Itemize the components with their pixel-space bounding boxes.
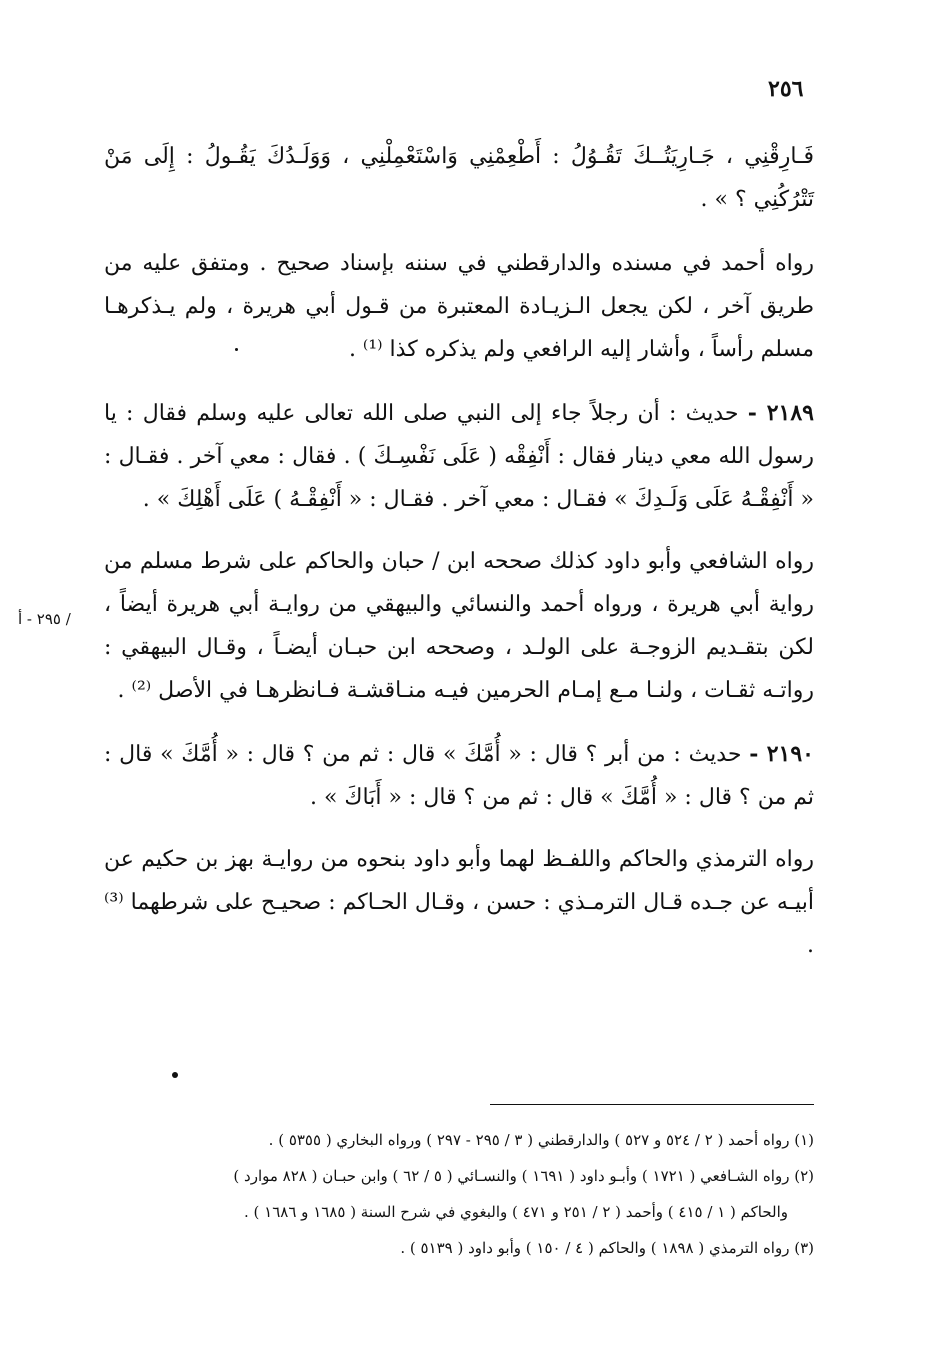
print-speck (172, 1072, 178, 1078)
paragraph-commentary-2: رواه الشافعي وأبو داود كذلك صححه ابن / حبان والحاكم على شرط مسلم من رواية أبي هريرة ، ورواه أحمد والنسائي والبيهقي من روايـة أبي هريرة أيضاً ، لكن بتقـديم الزوجـة على الولـد ، وصححه ابن حبـان أيضـاً ، وقـال البيهقي : رواتـه ثقـات ، ولنـا مـع إمـام الحرمين فيـه منـاقشـة فـانظرهـا في الأصل ⁽²⁾ . (104, 549, 814, 703)
hadith-number: ٢١٨٩ - (747, 400, 814, 426)
footnote-1: (١) رواه أحمد ( ٢ / ٥٢٤ و ٥٢٧ ) والدارقطني ( ٣ / ٢٩٥ - ٢٩٧ ) ورواه البخاري ( ٥٣٥٥ ) . (268, 1131, 814, 1149)
paragraph-commentary-3: رواه الترمذي والحاكم واللفـظ لهما وأبو داود بنحوه من روايـة بهز بن حكيم عن أبيـه عن جـده قـال الترمـذي : حسن ، وقـال الحـاكم : صحيـح على شرطهما ⁽³⁾ . (104, 847, 814, 958)
paragraph-hadith-2190 (104, 733, 814, 819)
footnote-2: (٢) رواه الشـافعي ( ١٧٢١ ) وأبـو داود ( ١٦٩١ ) والنسـائي ( ٥ / ٦٢ ) وابن حبـان ( ٨٢٨ موارد ) (233, 1167, 814, 1185)
footnote-2-continued: والحاكم ( ١ / ٤١٥ ) وأحمد ( ٢ / ٢٥١ و ٤٧١ ) والبغوي في شرح السنة ( ١٦٨٥ و ١٦٨٦ ) . (244, 1203, 788, 1221)
main-text (104, 135, 814, 988)
footnote-divider (490, 1104, 814, 1105)
paragraph-hadith-continuation: فَـارِقْنِي ، جَـارِيَتُــكَ تَقُـوُلُ : أَطْعِمْنِي وَاسْتَعْمِلْنِي ، وَوَلَـدُكَ يَقُـولُ : إِلَى مَنْ تَتْرُكُنِي ؟ » . (104, 144, 814, 212)
footnote-3: (٣) رواه الترمذي ( ١٨٩٨ ) والحاكم ( ٤ / ١٥٠ ) وأبو داود ( ٥١٣٩ ) . (400, 1239, 814, 1257)
page-number: ٢٥٦ (768, 76, 804, 102)
paragraph-hadith-2189 (104, 392, 814, 521)
hadith-text: حديث : من أبر ؟ قال : « أُمَّكَ » قال : ثم من ؟ قال : « أُمَّكَ » قال : ثم من ؟ قال : « أُمَّكَ » قال : ثم من ؟ قال : « أَبَاكَ » . (104, 742, 814, 810)
print-speck (235, 348, 238, 351)
paragraph-commentary-1: رواه أحمد في مسنده والدارقطني في سننه بإسناد صحيح . ومتفق عليه من طريق آخر ، لكن يجعل الـزيـادة المعتبرة من قـول أبي هريرة ، ولم يـذكرهـا مسلم رأساً ، وأشار إليه الرافعي ولم يذكره كذا ⁽¹⁾ . (104, 251, 814, 362)
footnotes (104, 1122, 814, 1266)
hadith-text: حديث : أن رجلاً جاء إلى النبي صلى الله تعالى عليه وسلم فقال : يا رسول الله معي دينار فقال : أَنْفِقْه ( عَلَى نَفْسِـكَ ) . فقال : معي آخر . فقـال : « أَنْفِقْـهُ عَلَى وَلَـدِكَ » فقـال : معي آخر . فقـال : « أَنْفِقْـهُ ) عَلَى أَهْلِكَ » . (104, 401, 814, 512)
hadith-number: ٢١٩٠ - (749, 741, 814, 767)
margin-folio-note: / ٢٩٥ - أ (18, 610, 71, 628)
